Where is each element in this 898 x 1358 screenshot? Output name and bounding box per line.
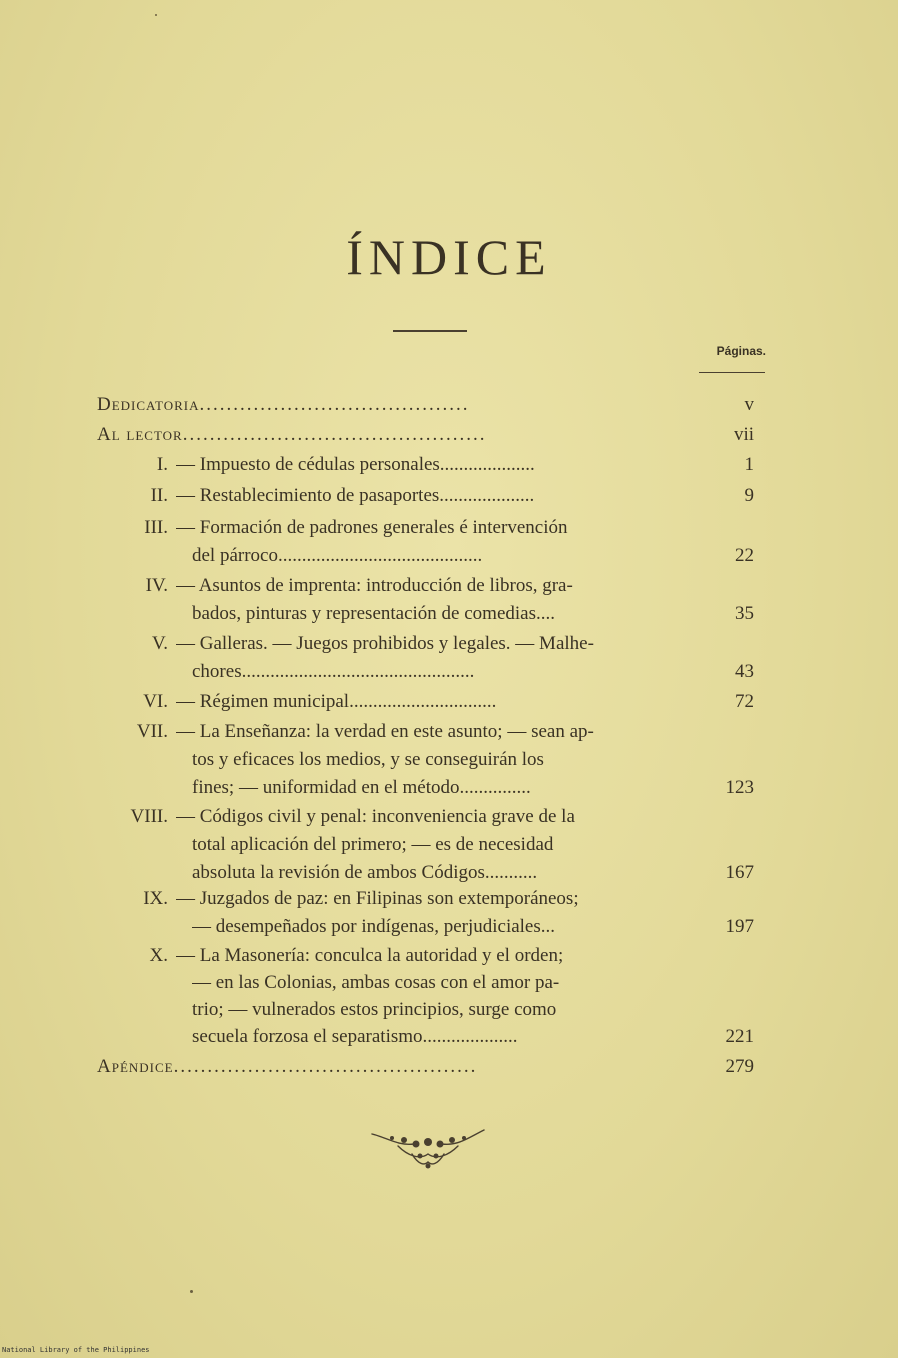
chapter-number: IX. <box>143 888 168 909</box>
chapter-title-line: — desempeñados por indígenas, perjudiciales... <box>192 916 556 937</box>
library-watermark: National Library of the Philippines <box>2 1346 150 1354</box>
chapter-title-line: — Galleras. — Juegos prohibidos y legales. — Malhe- <box>176 633 594 654</box>
toc-page-number: vii <box>733 424 754 445</box>
book-page: ÍNDICE Páginas. Dedicatoria........................................ v Al lector............................................. vii I. — Impuesto de cédulas personales.................... 1 II. — Restablecimiento de pasaportes.................... 9 III. — Formación de padrones generales é intervención del párroco........................................... 22 IV. — Asuntos de imprenta: introducción de libros, gra- bados, pinturas y representación de comedias.... 35 V. — Galleras. — Juegos prohibidos y legales. — Malhe- chores................................................. 43 VI. — Régimen municipal............................... 72 VII. — La Enseñanza: la verdad en este asunto; — sean ap- tos y eficaces los medios, y se conseguirán los fines; — uniformidad en el método............... 123 VIII. — Códigos civil y penal: inconveniencia grave de la total aplicación del primero; — es de necesidad absoluta la revisión de ambos Códigos........... 167 IX. — Juzgados de paz: en Filipinas son extemporáneos; — desempeñados por indígenas, perjudiciales... 197 X. — La Masonería: conculca la autoridad y el orden; — en las Colonias, ambas cosas con el amor pa- trio; — vulnerados estos principios, surge como secuela forzosa el separatismo.................... 221 Apéndice............................................. 279 National Library of the Philippines <box>0 0 898 1358</box>
chapter-number: II. <box>150 485 168 506</box>
paper-speck <box>155 14 157 16</box>
chapter-title-line: tos y eficaces los medios, y se conseguirán los <box>192 749 544 770</box>
chapter-title-line: chores................................................. <box>192 661 475 682</box>
chapter-title-line: — Códigos civil y penal: inconveniencia grave de la <box>176 806 575 827</box>
chapter-title-line: absoluta la revisión de ambos Códigos........... <box>192 862 538 883</box>
chapter-number: V. <box>151 633 168 654</box>
column-header-divider <box>699 372 765 373</box>
toc-page-number: 22 <box>735 545 754 566</box>
title-divider <box>393 330 467 332</box>
toc-page-number: v <box>744 394 754 415</box>
chapter-title-line: fines; — uniformidad en el método............... <box>192 777 531 798</box>
floral-ornament-icon <box>368 1124 488 1174</box>
chapter-title-line: — en las Colonias, ambas cosas con el amor pa- <box>192 972 560 993</box>
chapter-number: X. <box>149 945 168 966</box>
toc-label: Apéndice <box>97 1056 174 1077</box>
toc-page-number: 1 <box>744 454 754 475</box>
toc-label: Al lector <box>97 424 183 445</box>
column-header-pages: Páginas. <box>716 344 766 358</box>
chapter-title-line: del párroco........................................... <box>192 545 483 566</box>
chapter-number: I. <box>156 454 168 475</box>
chapter-title-line: — Juzgados de paz: en Filipinas son extemporáneos; <box>176 888 579 909</box>
toc-page-number: 43 <box>735 661 754 682</box>
toc-page-number: 167 <box>725 862 754 883</box>
chapter-number: III. <box>144 517 168 538</box>
chapter-number: VII. <box>136 721 168 742</box>
chapter-title-line: — Restablecimiento de pasaportes.................... <box>176 485 535 506</box>
chapter-title-line: trio; — vulnerados estos principios, surge como <box>192 999 557 1020</box>
toc-page-number: 123 <box>725 777 754 798</box>
toc-page-number: 221 <box>725 1026 754 1047</box>
chapter-title-line: — Formación de padrones generales é intervención <box>176 517 568 538</box>
page-title: ÍNDICE <box>346 229 552 285</box>
chapter-title-line: total aplicación del primero; — es de necesidad <box>192 834 554 855</box>
chapter-title-line: secuela forzosa el separatismo.................... <box>192 1026 518 1047</box>
chapter-number: VI. <box>143 691 168 712</box>
chapter-number: VIII. <box>130 806 168 827</box>
toc-label: Dedicatoria <box>97 394 200 415</box>
chapter-title-line: — La Masonería: conculca la autoridad y el orden; <box>176 945 564 966</box>
chapter-number: IV. <box>145 575 168 596</box>
chapter-title-line: — Impuesto de cédulas personales.................... <box>176 454 535 475</box>
paper-speck <box>190 1290 193 1293</box>
toc-page-number: 279 <box>725 1056 754 1077</box>
toc-page-number: 197 <box>725 916 754 937</box>
chapter-title-line: bados, pinturas y representación de comedias.... <box>192 603 555 624</box>
toc-page-number: 72 <box>735 691 754 712</box>
toc-page-number: 9 <box>744 485 754 506</box>
chapter-title-line: — Régimen municipal............................... <box>176 691 497 712</box>
toc-page-number: 35 <box>735 603 754 624</box>
chapter-title-line: — Asuntos de imprenta: introducción de libros, gra- <box>176 575 573 596</box>
chapter-title-line: — La Enseñanza: la verdad en este asunto; — sean ap- <box>176 721 594 742</box>
